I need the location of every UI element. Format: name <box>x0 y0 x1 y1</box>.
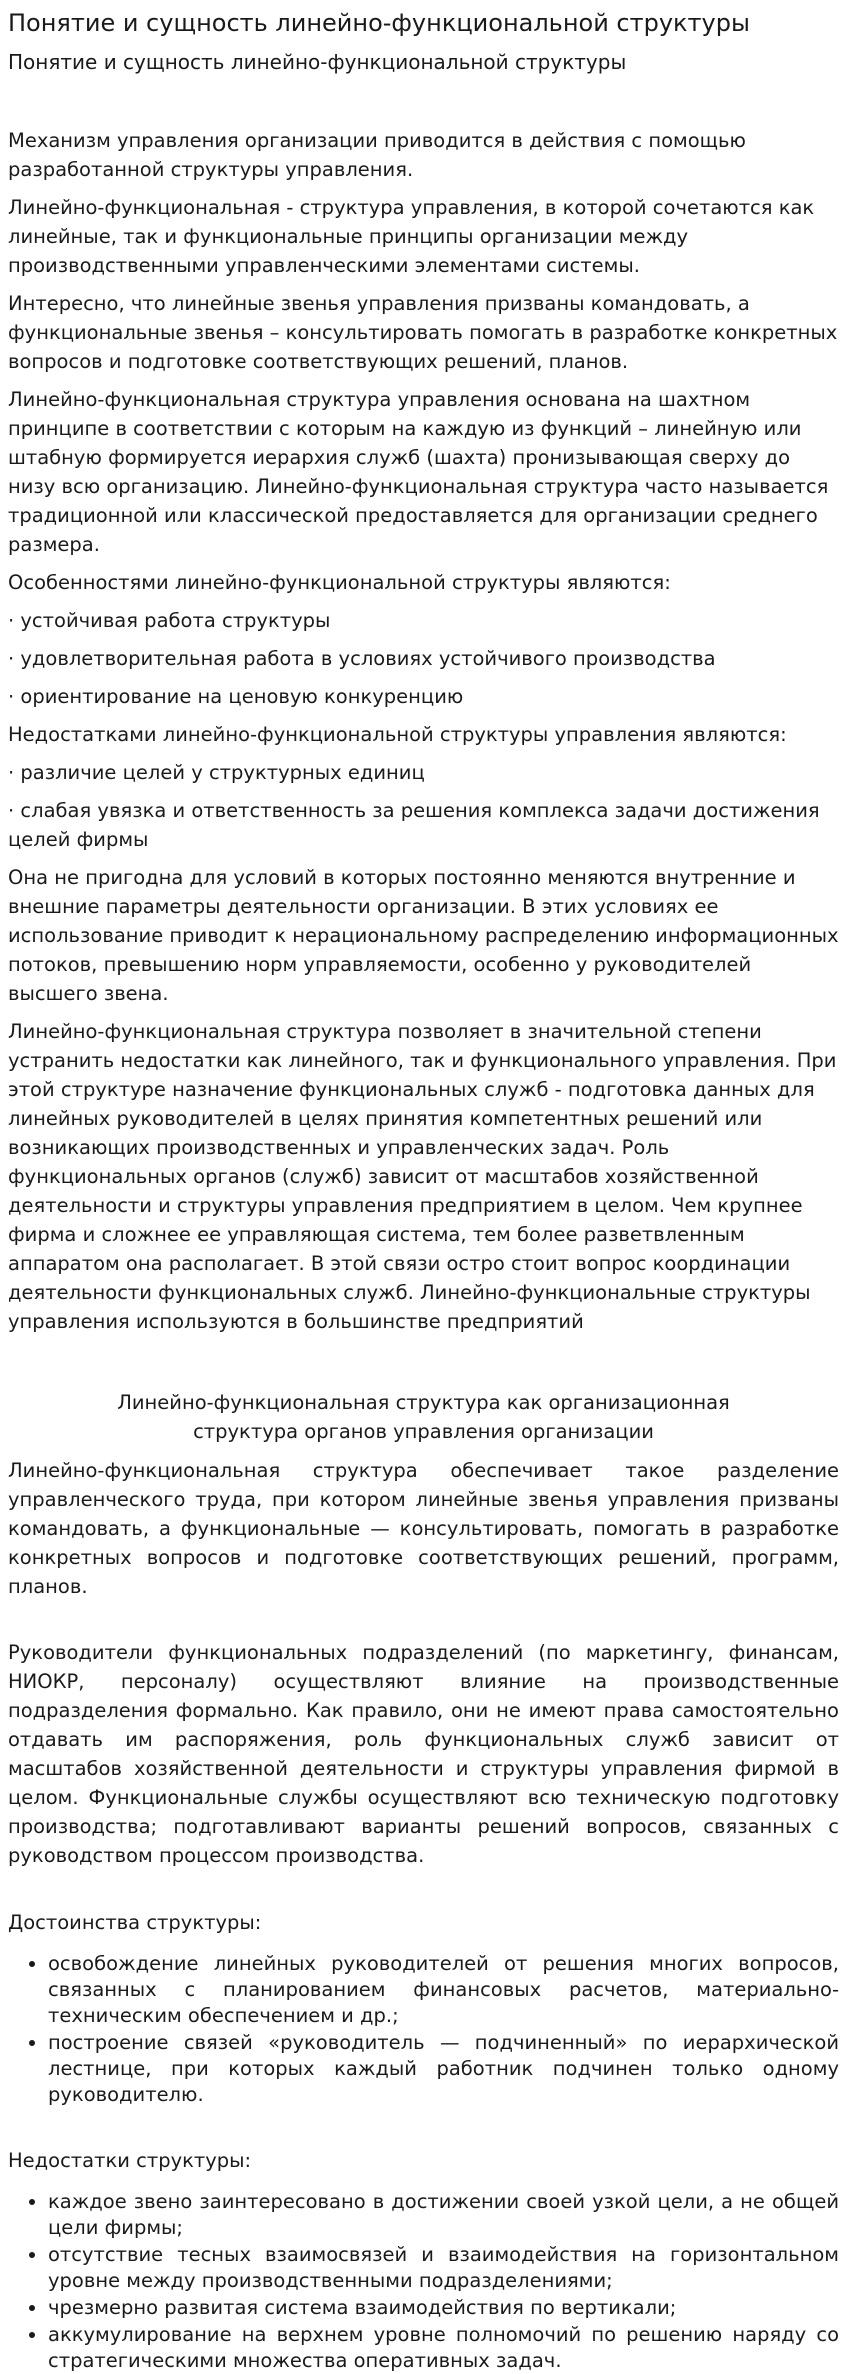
structure-section <box>8 1388 839 2374</box>
paragraph: Линейно-функциональная структура управления основана на шахтном принципе в соответствии с которым на каждую из функций – линейную или штабную формируется иерархия служб (шахта) пронизывающая сверху до низу всю организацию. Линейно-функциональная структура часто называется традиционной или классической предоставляется для организации среднего размера. <box>8 388 829 556</box>
advantages-list <box>8 1951 839 2108</box>
list-item: • чрезмерно развитая система взаимодействия по вертикали; <box>48 2295 839 2321</box>
feature-item: · удовлетворительная работа в условиях устойчивого производства <box>8 647 716 670</box>
feature-item: · устойчивая работа структуры <box>8 609 331 632</box>
paragraph: Линейно-функциональная - структура управления, в которой сочетаются как линейные, так и функциональные принципы организации между производственными управленческими элементами системы. <box>8 196 815 277</box>
paragraph: Линейно-функциональная структура позволяет в значительной степени устранить недостатки как линейного, так и функционального управления. При этой структуре назначение функциональных служб - подготовка данных для линейных руководителей в целях принятия компетентных решений или возникающих производственных и управленческих задач. Роль функциональных органов (служб) зависит от масштабов хозяйственной деятельности и структуры управления предприятием в целом. Чем крупнее фирма и сложнее ее управляющая система, тем более разветвленным аппаратом она располагает. В этой связи остро стоит вопрос координации деятельности функциональных служб. Линейно-функциональные структуры управления используются в большинстве предприятий <box>8 1020 837 1333</box>
section-heading <box>8 1388 839 1446</box>
list-item: • отсутствие тесных взаимосвязей и взаимодействия на горизонтальном уровне между производственными подразделениями; <box>48 2242 839 2294</box>
paragraph: Линейно-функциональная структура обеспечивает такое разделение управленческого труда, при котором линейные звенья управления призваны командовать, а функциональные — консультировать, помогать в разработке конкретных вопросов и подготовке соответствующих решений, программ, планов. <box>8 1459 839 1598</box>
article-subtitle: Понятие и сущность линейно-функциональной структуры <box>8 50 627 74</box>
list-item: • аккумулирование на верхнем уровне полномочий по решению наряду со стратегическими множества оперативных задач. <box>48 2322 839 2374</box>
list-item: • построение связей «руководитель — подчиненный» по иерархической лестнице, при которых каждый работник подчинен только одному руководителю. <box>48 2030 839 2108</box>
disadvantages-heading: Недостатки структуры: <box>8 2149 252 2172</box>
paragraph: Руководители функциональных подразделений (по маркетингу, финансам, НИОКР, персоналу) осуществляют влияние на производственные подразделения формально. Как правило, они не имеют права самостоятельно отдавать им распоряжения, роль функциональных служб зависит от масштабов хозяйственной деятельности и структуры управления фирмой в целом. Функциональные службы осуществляют всю техническую подготовку производства; подготавливают варианты решений вопросов, связанных с руководством процессом производства. <box>8 1641 839 1867</box>
paragraph: Особенностями линейно-функциональной структуры являются: <box>8 571 671 594</box>
page-title: Понятие и сущность линейно-функциональной структуры <box>8 9 750 37</box>
paragraph: Механизм управления организации приводится в действия с помощью разработанной структуры управления. <box>8 129 746 181</box>
spacer <box>8 76 839 126</box>
intro-section <box>8 126 839 1336</box>
section-heading-line: Линейно-функциональная структура как организационная <box>117 1391 730 1414</box>
advantages-heading: Достоинства структуры: <box>8 1911 262 1934</box>
section-heading-line: структура органов управления организации <box>193 1420 654 1443</box>
paragraph: Интересно, что линейные звенья управления призваны командовать, а функциональные звенья – консультировать помогать в разработке конкретных вопросов и подготовке соответствующих решений, планов. <box>8 292 838 373</box>
drawback-item: · слабая увязка и ответственность за решения комплекса задачи достижения целей фирмы <box>8 799 820 851</box>
list-item: • освобождение линейных руководителей от решения многих вопросов, связанных с планированием финансовых расчетов, материально-техническим обеспечением и др.; <box>48 1951 839 2029</box>
paragraph: Недостатками линейно-функциональной структуры управления являются: <box>8 723 787 746</box>
drawback-item: · различие целей у структурных единиц <box>8 761 425 784</box>
disadvantages-list <box>8 2189 839 2374</box>
feature-item: · ориентирование на ценовую конкуренцию <box>8 685 464 708</box>
paragraph: Она не пригодна для условий в которых постоянно меняются внутренние и внешние параметры деятельности организации. В этих условиях ее использование приводит к нерациональному распределению информационных потоков, превышению норм управляемости, особенно у руководителей высшего звена. <box>8 866 839 1005</box>
list-item: • каждое звено заинтересовано в достижении своей узкой цели, а не общей цели фирмы; <box>48 2189 839 2241</box>
